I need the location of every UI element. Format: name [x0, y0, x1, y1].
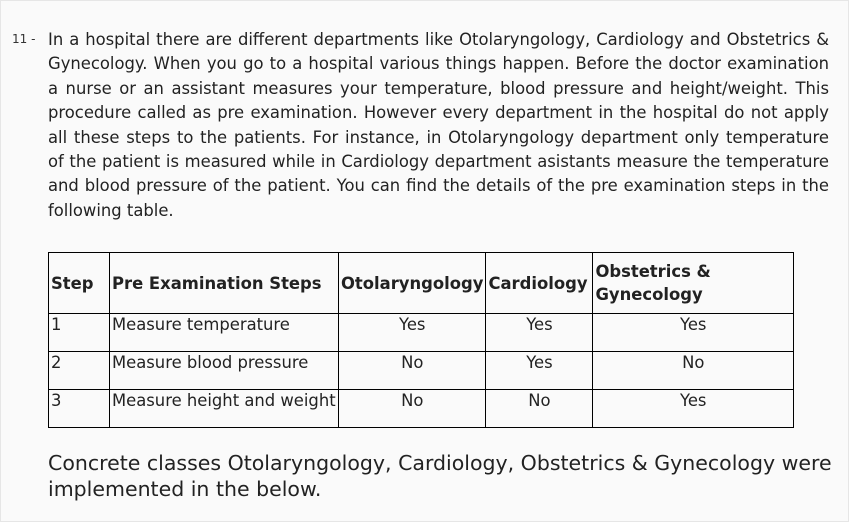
cell-cardiology: Yes	[486, 314, 593, 352]
question-text: In a hospital there are different departments like Otolaryngology, Cardiology and Obstetrics & Gynecology. When you go to a hospital various things happen. Before the doctor examination a nurse or an assistant measures your temperature, blood pressure and height/weight. This procedure called as pre examination. However every department in the hospital do not apply all these steps to the patients. For instance, in Otolaryngology department only temperature of the patient is measured while in Cardiology department asistants measure the temperature and blood pressure of the patient. You can find the details of the pre examination steps in the following table.	[48, 30, 829, 220]
cell-step-name: Measure temperature	[110, 314, 339, 352]
header-step: Step	[49, 253, 110, 314]
cell-otolaryngology: No	[339, 352, 486, 390]
cell-step: 1	[49, 314, 110, 352]
cell-step: 3	[49, 390, 110, 428]
cell-step-name: Measure height and weight	[110, 390, 339, 428]
header-otolaryngology: Otolaryngology	[339, 253, 486, 314]
cell-obstetrics: Yes	[593, 390, 794, 428]
conclusion-text: Concrete classes Otolaryngology, Cardiology, Obstetrics & Gynecology were implemented in the below.	[48, 451, 832, 501]
table-row	[49, 352, 794, 390]
cell-obstetrics: No	[593, 352, 794, 390]
question-number: 11 -	[12, 32, 36, 46]
table-row	[49, 390, 794, 428]
cell-step-name: Measure blood pressure	[110, 352, 339, 390]
cell-cardiology: No	[486, 390, 593, 428]
header-pre-examination-steps: Pre Examination Steps	[110, 253, 339, 314]
header-obstetrics-gynecology: Obstetrics & Gynecology	[593, 253, 794, 314]
cell-otolaryngology: Yes	[339, 314, 486, 352]
table-header-row	[49, 253, 794, 314]
pre-examination-table	[48, 252, 794, 428]
cell-step: 2	[49, 352, 110, 390]
cell-cardiology: Yes	[486, 352, 593, 390]
cell-obstetrics: Yes	[593, 314, 794, 352]
cell-otolaryngology: No	[339, 390, 486, 428]
header-cardiology: Cardiology	[486, 253, 593, 314]
table-row	[49, 314, 794, 352]
